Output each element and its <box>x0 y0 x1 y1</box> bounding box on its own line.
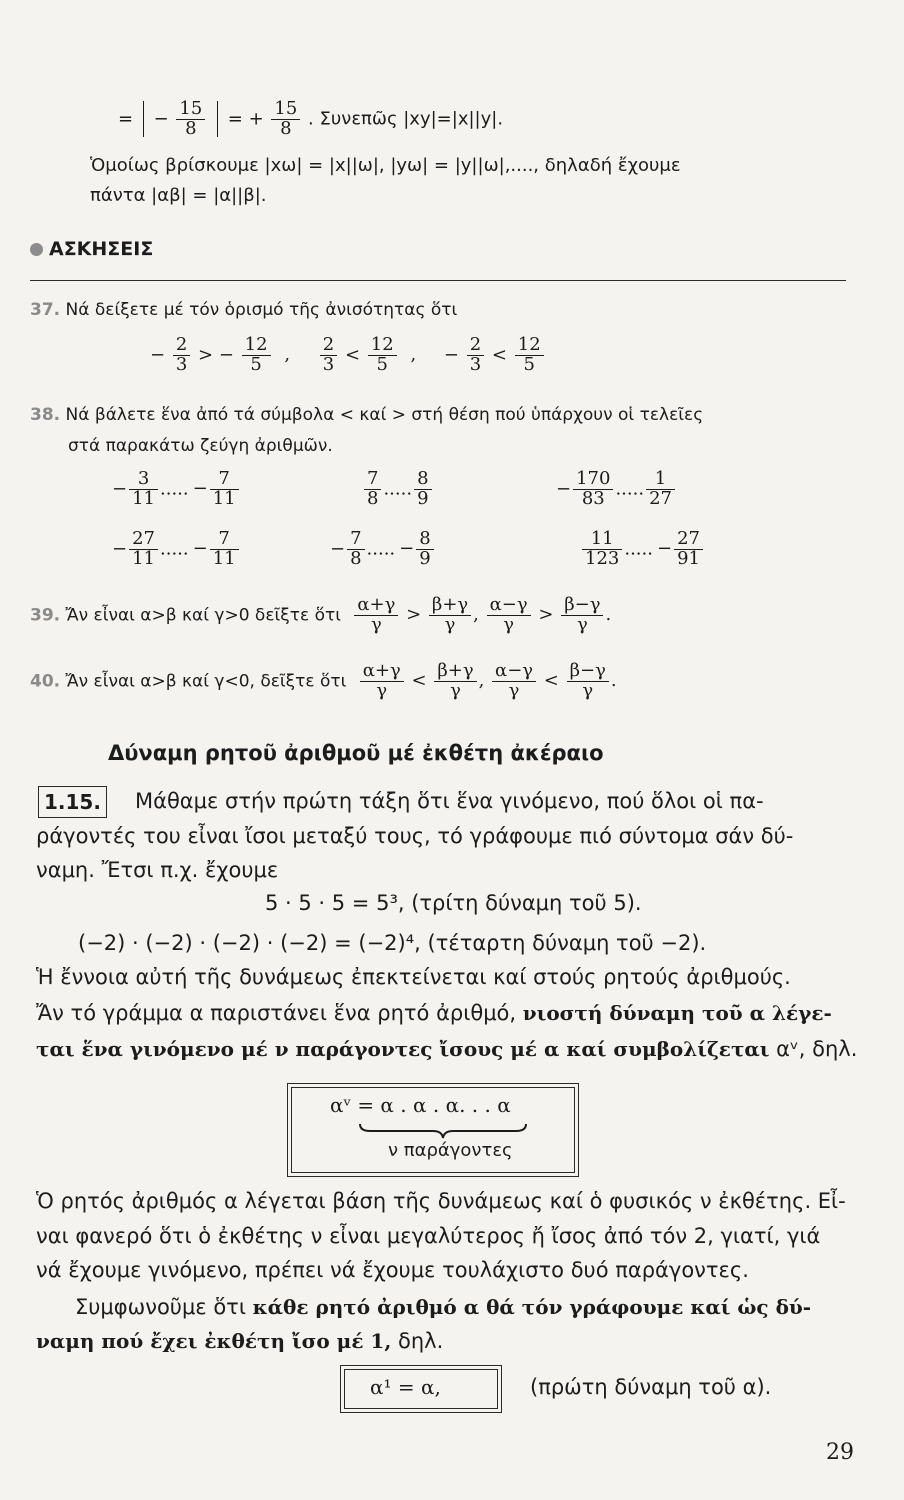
equals-plus: = + <box>227 108 264 130</box>
section-badge: 1.15. <box>38 786 107 818</box>
bullet-icon <box>30 243 43 256</box>
exercise-37 <box>30 300 457 320</box>
exercises-heading: ΑΣΚΗΣΕΙΣ <box>30 238 153 260</box>
paragraph-4-line-2: ναι φανερό ὅτι ὁ ἐκθέτης ν εἶναι μεγαλύτερος ἤ ἴσος ἀπό τόν 2, γιατί, γιά <box>36 1224 821 1248</box>
therefore-text: . Συνεπῶς |xy|=|x||y|. <box>308 108 504 130</box>
pair-row-2-c: $\frac{11}{123}$ ..... − $\frac{27}{91}$ <box>580 530 705 569</box>
fraction: $\frac{170}{83}$ <box>573 470 613 509</box>
exercise-number: 40. <box>30 671 61 692</box>
exercise-38 <box>30 405 703 425</box>
paragraph-4-line-1: Ὁ ρητός ἀριθμός α λέγεται βάση τῆς δυνάμεως καί ὁ φυσικός ν ἐκθέτης. Εἶ- <box>36 1189 846 1213</box>
underbrace <box>358 1122 528 1140</box>
paragraph-5-line-1: Συμφωνοῦμε ὅτι κάθε ρητό ἀριθμό α θά τόν γράφουμε καί ὡς δύ- <box>75 1295 812 1319</box>
exercise-38-line-2: στά παρακάτω ζεύγη ἀριθμῶν. <box>68 436 333 456</box>
fraction: $\frac{\beta+\gamma}{\gamma}$ <box>434 662 476 701</box>
fraction: $\frac{\alpha+\gamma}{\gamma}$ <box>354 596 398 635</box>
fraction: $\frac{\alpha+\gamma}{\gamma}$ <box>360 662 404 701</box>
exercise-text: Νά βάλετε ἕνα ἀπό τά σύμβολα < καί > στή θέση πού ὑπάρχουν οἱ τελεῖες <box>65 405 704 425</box>
minus-sign: − <box>153 108 169 130</box>
fraction: $\frac{12}{5}$ <box>242 336 271 375</box>
exercise-39: 39. Ἄν εἶναι α>β καί γ>0 δεῖξτε ὅτι $\frac{\alpha+\gamma}{\gamma}$ > $\frac{\beta+\gamma}{\gamma}$ , $\frac{\alpha-\gamma}{\gamma}$ > $\frac{\beta-\gamma}{\gamma}$ . <box>30 594 612 635</box>
exercise-text: Νά δείξετε μέ τόν ὁρισμό τῆς ἀνισότητας ὅτι <box>65 300 458 320</box>
fraction: $\frac{\alpha-\gamma}{\gamma}$ <box>492 662 536 701</box>
fraction: $\frac{11}{123}$ <box>582 530 622 569</box>
fraction: $\frac{\beta+\gamma}{\gamma}$ <box>429 596 471 635</box>
pair-row-1-b: $\frac{7}{8}$ ..... $\frac{8}{9}$ <box>362 470 434 509</box>
exercise-37-inequalities: − $\frac{2}{3}$ > − $\frac{12}{5}$ , $\frac{2}{3}$ < $\frac{12}{5}$ , − $\frac{2}{3}$ < $\frac{12}{5}$ <box>150 336 546 375</box>
section-divider <box>30 280 846 281</box>
exercise-text: Ἄν εἶναι α>β καί γ<0, δεῖξτε ὅτι <box>65 671 347 692</box>
fraction-15-8-b: $\frac{15}{8}$ <box>271 100 300 139</box>
definition-2-note: (πρώτη δύναμη τοῦ α). <box>530 1375 772 1399</box>
fraction: $\frac{2}{3}$ <box>320 336 337 375</box>
equals-sign: = <box>118 108 134 130</box>
paragraph-4-line-3: νά ἔχουμε γινόμενο, πρέπει νά ἔχουμε τουλάχιστο δυό παράγοντες. <box>36 1258 749 1282</box>
fraction: $\frac{27}{11}$ <box>129 530 158 569</box>
fraction: $\frac{\beta-\gamma}{\gamma}$ <box>567 662 609 701</box>
power-section-heading: Δύναμη ρητοῦ ἀριθμοῦ μέ ἐκθέτη ἀκέραιο <box>108 741 604 765</box>
pair-row-2-a: − $\frac{27}{11}$ ..... − $\frac{7}{11}$ <box>112 530 241 569</box>
exercise-40: 40. Ἄν εἶναι α>β καί γ<0, δεῖξτε ὅτι $\frac{\alpha+\gamma}{\gamma}$ < $\frac{\beta+\gamma}{\gamma}$ , $\frac{\alpha-\gamma}{\gamma}$ < $\frac{\beta-\gamma}{\gamma}$ . <box>30 660 617 701</box>
paragraph-2: Ἡ ἔννοια αὐτή τῆς δυνάμεως ἐπεκτείνεται καί στούς ρητούς ἀριθμούς. <box>36 965 791 989</box>
fraction: $\frac{7}{8}$ <box>364 470 381 509</box>
top-line-2: Ὁμοίως βρίσκουμε |xω| = |x||ω|, |yω| = |y||ω|,...., δηλαδή ἔχουμε <box>90 155 681 176</box>
exercise-number: 39. <box>30 605 61 626</box>
example-equation-2: (−2) · (−2) · (−2) · (−2) = (−2)⁴, (τέταρτη δύναμη τοῦ −2). <box>78 931 707 955</box>
definition-equation: αᵛ = α . α . α. . . α <box>330 1093 511 1117</box>
top-line-1 <box>118 100 503 139</box>
paragraph-1-line-1: Μάθαμε στήν πρώτη τάξη ὅτι ἕνα γινόμενο, πού ὅλοι οἱ πα- <box>135 789 764 813</box>
exercise-number: 38. <box>30 405 61 425</box>
page-number: 29 <box>826 1440 854 1465</box>
example-equation-1: 5 · 5 · 5 = 5³, (τρίτη δύναμη τοῦ 5). <box>265 891 642 915</box>
fraction: $\frac{8}{9}$ <box>414 470 431 509</box>
fraction: $\frac{12}{5}$ <box>515 336 544 375</box>
fraction: $\frac{7}{11}$ <box>210 530 239 569</box>
abs-bar-left <box>143 101 144 137</box>
fraction: $\frac{\beta-\gamma}{\gamma}$ <box>561 596 603 635</box>
fraction: $\frac{3}{11}$ <box>129 470 158 509</box>
exercise-number: 37. <box>30 300 61 320</box>
fraction: $\frac{7}{8}$ <box>347 530 364 569</box>
paragraph-5-line-2: ναμη πού ἔχει ἐκθέτη ἴσο μέ 1, δηλ. <box>36 1329 444 1353</box>
paragraph-3-line-2: ται ἕνα γινόμενο μέ ν παράγοντες ἴσους μέ α καί συμβολίζεται αᵛ, δηλ. <box>36 1037 858 1061</box>
exercise-text: Ἄν εἶναι α>β καί γ>0 δεῖξτε ὅτι <box>65 605 341 626</box>
fraction: $\frac{\alpha-\gamma}{\gamma}$ <box>487 596 531 635</box>
fraction-15-8: $\frac{15}{8}$ <box>176 100 205 139</box>
fraction: $\frac{2}{3}$ <box>173 336 190 375</box>
abs-bar-right <box>217 101 218 137</box>
fraction: $\frac{1}{27}$ <box>646 470 675 509</box>
fraction: $\frac{7}{11}$ <box>210 470 239 509</box>
fraction: $\frac{2}{3}$ <box>467 336 484 375</box>
paragraph-1-line-2: ράγοντές του εἶναι ἴσοι μεταξύ τους, τό γράφουμε πιό σύντομα σάν δύ- <box>36 824 794 848</box>
pair-row-1-c: − $\frac{170}{83}$ ..... $\frac{1}{27}$ <box>556 470 677 509</box>
paragraph-3-line-1: Ἄν τό γράμμα α παριστάνει ἕνα ρητό ἀριθμό, νιοστή δύναμη τοῦ α λέγε- <box>36 1001 832 1025</box>
definition-equation-2: α¹ = α, <box>370 1375 441 1399</box>
fraction: $\frac{12}{5}$ <box>368 336 397 375</box>
fraction: $\frac{27}{91}$ <box>674 530 703 569</box>
top-line-3: πάντα |αβ| = |α||β|. <box>90 185 267 206</box>
pair-row-1-a: − $\frac{3}{11}$ ..... − $\frac{7}{11}$ <box>112 470 241 509</box>
fraction: $\frac{8}{9}$ <box>416 530 433 569</box>
pair-row-2-b: − $\frac{7}{8}$ ..... − $\frac{8}{9}$ <box>330 530 436 569</box>
definition-subtext: ν παράγοντες <box>388 1140 513 1161</box>
paragraph-1-line-3: ναμη. Ἔτσι π.χ. ἔχουμε <box>36 858 279 882</box>
